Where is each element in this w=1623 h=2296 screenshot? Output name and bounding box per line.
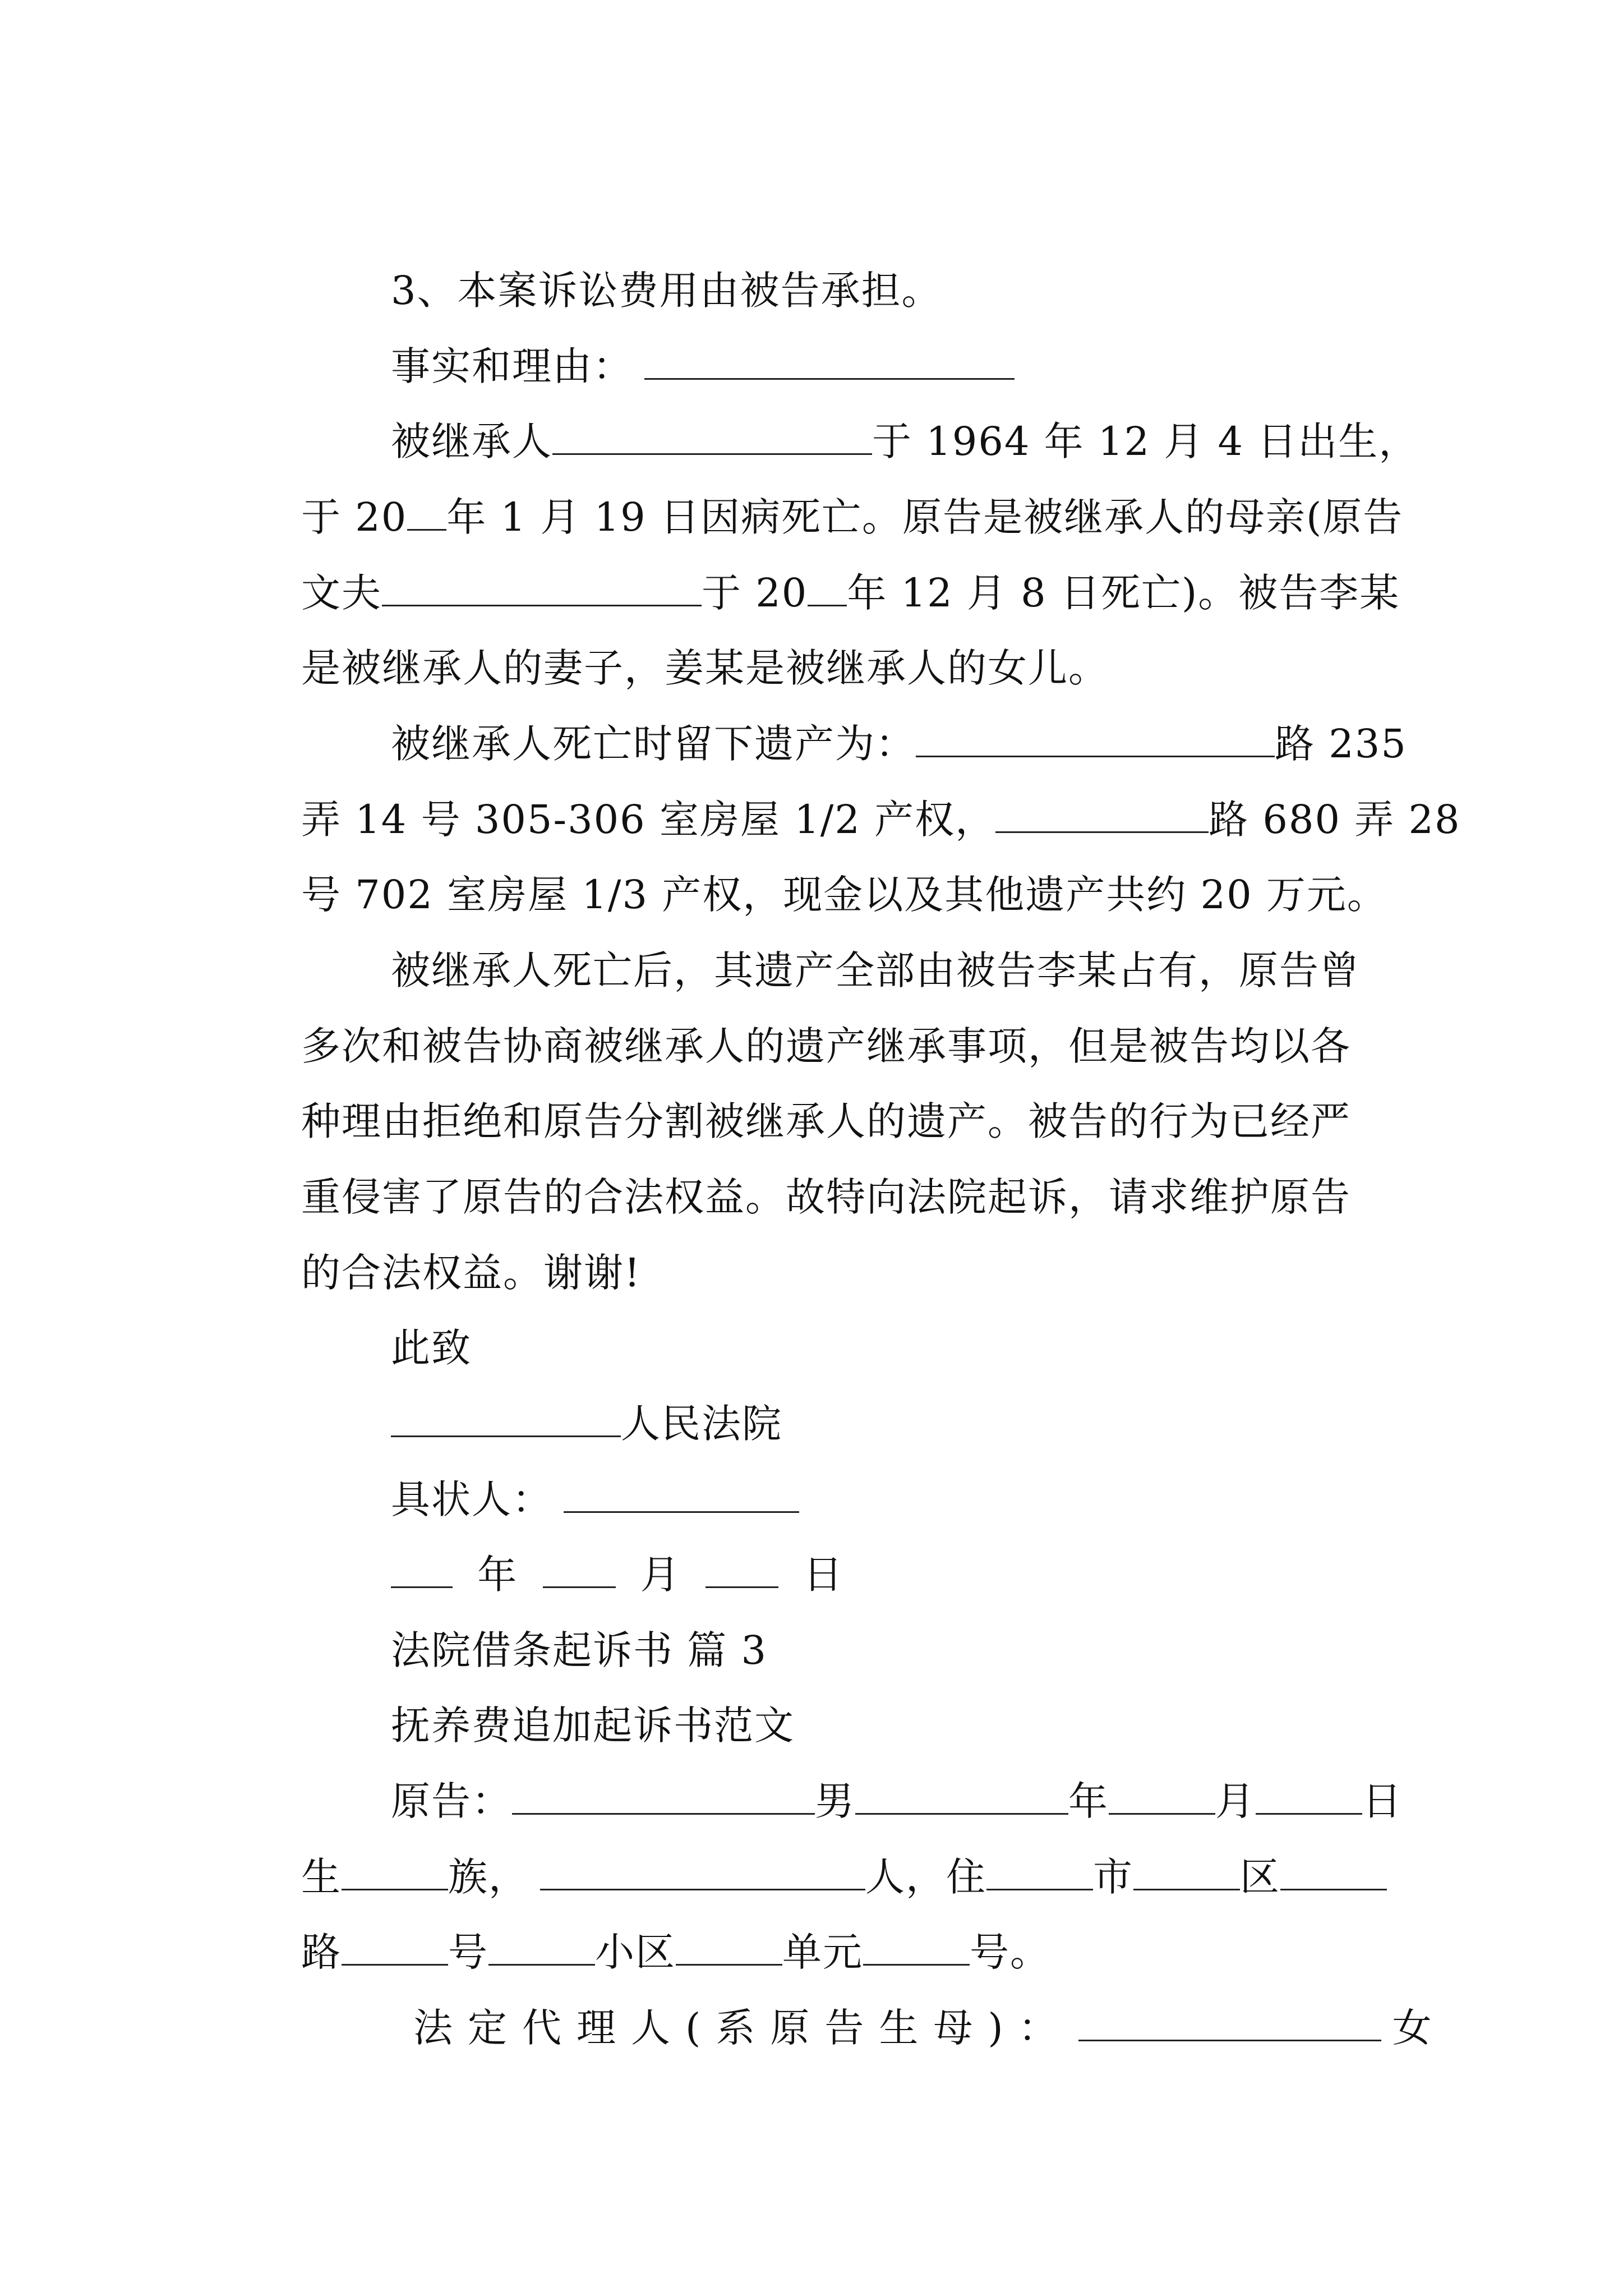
paragraph-line: 多次和被告协商被继承人的遗产继承事项，但是被告均以各: [301, 1023, 1352, 1069]
paragraph-line: 被继承人 于 1964 年 12 月 4 日出生，: [391, 418, 1419, 464]
salutation: 此致: [391, 1325, 472, 1371]
blank-line: [1280, 1854, 1387, 1890]
paragraph-line: 于 20 年 1 月 19 日因病死亡。原告是被继承人的母亲(原告: [301, 494, 1404, 540]
blank-line: [1078, 2005, 1381, 2041]
paragraph-line: 被继承人死亡时留下遗产为： 路 235: [391, 721, 1407, 767]
paragraph-line: 3、本案诉讼费用由被告承担。: [391, 268, 942, 314]
blank-line: [1133, 1854, 1240, 1890]
paragraph-line: 是被继承人的妻子，姜某是被继承人的女儿。: [301, 645, 1109, 691]
section-subheading: 抚养费追加起诉书范文: [391, 1703, 795, 1749]
paragraph-line: 事实和理由：: [336, 286, 1015, 447]
paragraph-line: 种理由拒绝和原告分割被继承人的遗产。被告的行为已经严: [301, 1098, 1352, 1144]
court-line: 人民法院: [336, 1343, 782, 1504]
paragraph-line: 重侵害了原告的合法权益。故特向法院起诉，请求维护原告: [301, 1174, 1352, 1220]
section-heading: 法院借条起诉书 篇 3: [391, 1627, 768, 1673]
signer-line: 具状人：: [336, 1419, 799, 1580]
paragraph-line: 文夫 于 20 年 12 月 8 日死亡)。被告李某: [301, 570, 1400, 616]
paragraph-line: 被继承人死亡后，其遗产全部由被告李某占有，原告曾: [391, 947, 1361, 993]
paragraph-line: 生 族， 人，住 市 区: [247, 1796, 1387, 1958]
paragraph-line: 号 702 室房屋 1/3 产权，现金以及其他遗产共约 20 万元。: [301, 872, 1387, 918]
paragraph-line: 原告： 男 年 月 日: [391, 1778, 1403, 1824]
date-line: 年 月 日: [336, 1494, 843, 1655]
paragraph-line: 法定代理人(系原告生母)： 女: [413, 2005, 1433, 2051]
paragraph-line: 路 号 小区 单元 号。: [301, 1929, 1051, 1975]
paragraph-line: 的合法权益。谢谢!: [301, 1250, 642, 1296]
paragraph-line: 弄 14 号 305-306 室房屋 1/2 产权， 路 680 弄 28: [301, 797, 1461, 843]
